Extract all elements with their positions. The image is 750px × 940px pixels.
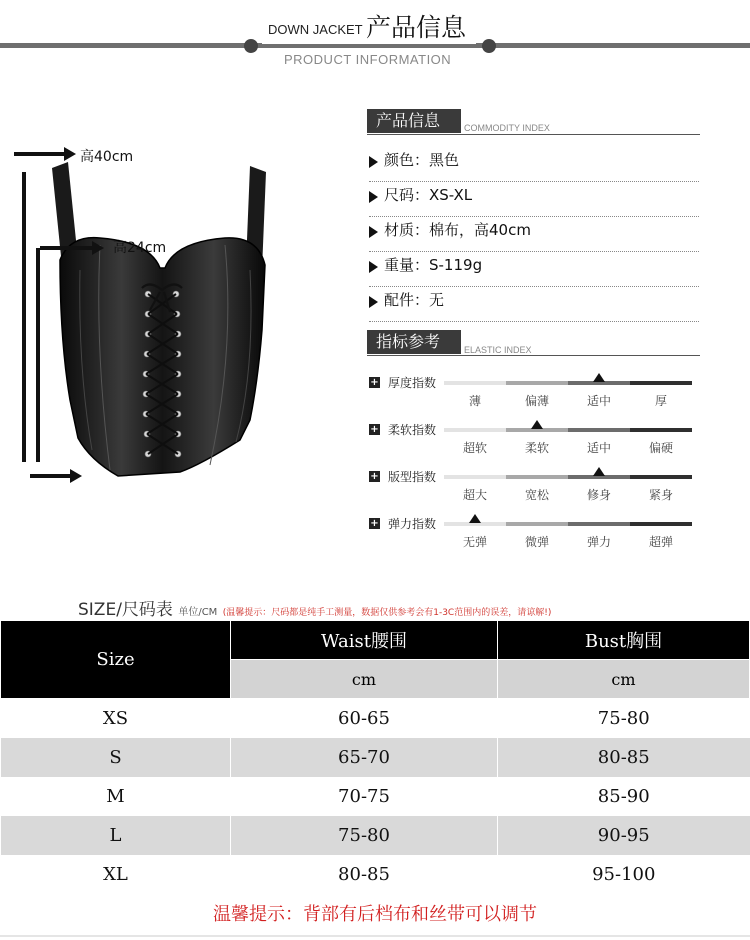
info-row-text: 尺码：XS-XL bbox=[384, 186, 473, 204]
cell-waist: 60-65 bbox=[231, 699, 498, 738]
index-bar-segment bbox=[568, 522, 630, 526]
index-bar-segment bbox=[630, 428, 692, 432]
index-bar-segment bbox=[506, 381, 568, 385]
info-row-weight bbox=[369, 251, 699, 287]
bullet-triangle-icon bbox=[369, 156, 378, 168]
header-rule-dot-right bbox=[482, 39, 496, 53]
index-bar-segment bbox=[568, 428, 630, 432]
cell-size: XL bbox=[1, 855, 231, 894]
index-label: 柔软指数 bbox=[388, 423, 437, 437]
cell-size: S bbox=[1, 738, 231, 777]
table-row bbox=[1, 816, 750, 855]
info-row-material bbox=[369, 216, 699, 252]
table-header-row bbox=[1, 621, 750, 660]
cell-bust: 85-90 bbox=[498, 777, 750, 816]
index-option: 紧身 bbox=[648, 488, 673, 502]
cell-waist: 65-70 bbox=[231, 738, 498, 777]
index-bar-segment bbox=[630, 381, 692, 385]
info-row-text: 重量：S-119g bbox=[384, 256, 483, 274]
index-bar-segment bbox=[444, 428, 506, 432]
bullet-triangle-icon bbox=[369, 226, 378, 238]
index-option: 柔软 bbox=[524, 441, 549, 455]
plus-icon: + bbox=[370, 377, 379, 388]
table-row bbox=[1, 855, 750, 894]
header-bust: Bust胸围 bbox=[498, 621, 750, 660]
index-bar-segment bbox=[630, 522, 692, 526]
plus-icon: + bbox=[370, 471, 379, 482]
index-title-en: ELASTIC INDEX bbox=[464, 345, 532, 355]
cell-size: L bbox=[1, 816, 231, 855]
index-option: 适中 bbox=[586, 441, 611, 455]
cell-waist: 70-75 bbox=[231, 777, 498, 816]
cell-bust: 90-95 bbox=[498, 816, 750, 855]
index-label: 厚度指数 bbox=[388, 376, 437, 390]
info-row-text: 配件：无 bbox=[384, 291, 445, 309]
index-option: 厚 bbox=[654, 394, 667, 408]
info-row-color bbox=[369, 146, 699, 182]
index-option: 偏硬 bbox=[648, 441, 673, 455]
index-option: 薄 bbox=[468, 394, 481, 408]
cell-bust: 80-85 bbox=[498, 738, 750, 777]
index-bar-segment bbox=[444, 475, 506, 479]
index-rule bbox=[367, 355, 700, 356]
cell-size: XS bbox=[1, 699, 231, 738]
table-row bbox=[1, 777, 750, 816]
height-arrow-top bbox=[14, 152, 66, 156]
cell-bust: 75-80 bbox=[498, 699, 750, 738]
index-bar-segment bbox=[444, 381, 506, 385]
product-info-title: 产品信息 bbox=[367, 109, 461, 133]
plus-icon: + bbox=[370, 424, 379, 435]
index-bar-segment bbox=[506, 475, 568, 479]
size-chart-note: (温馨提示：尺码都是纯手工测量，数据仅供参考会有1-3C范围内的误差，请谅解!) bbox=[222, 608, 552, 618]
info-row-accessories bbox=[369, 286, 699, 322]
header-waist: Waist腰围 bbox=[231, 621, 498, 660]
header-subtitle: PRODUCT INFORMATION bbox=[284, 52, 452, 67]
index-option: 超弹 bbox=[648, 535, 673, 549]
info-row-text: 颜色：黑色 bbox=[384, 151, 460, 169]
height-arrow-bottom bbox=[30, 474, 72, 478]
height-front-line bbox=[36, 248, 40, 462]
table-row bbox=[1, 738, 750, 777]
index-label: 版型指数 bbox=[388, 470, 437, 484]
header-title-en: DOWN JACKET bbox=[268, 22, 363, 37]
header-title-cn: 产品信息 bbox=[366, 13, 467, 42]
index-marker-icon bbox=[593, 373, 605, 382]
height-front-label: 高24cm bbox=[113, 240, 167, 256]
bullet-triangle-icon bbox=[369, 261, 378, 273]
index-bar-segment bbox=[506, 522, 568, 526]
corset-illustration bbox=[0, 120, 330, 500]
size-chart-unit: 单位/CM bbox=[178, 607, 218, 618]
cell-bust: 95-100 bbox=[498, 855, 750, 894]
index-option: 弹力 bbox=[586, 535, 611, 549]
index-option: 偏薄 bbox=[524, 394, 549, 408]
plus-icon: + bbox=[370, 518, 379, 529]
bullet-triangle-icon bbox=[369, 191, 378, 203]
table-row bbox=[1, 699, 750, 738]
height-total-line bbox=[22, 172, 26, 462]
size-chart-heading bbox=[78, 595, 551, 620]
header-rule-dot-left bbox=[244, 39, 258, 53]
product-info-rule bbox=[367, 134, 700, 135]
cell-size: M bbox=[1, 777, 231, 816]
product-info-title-en: COMMODITY INDEX bbox=[464, 123, 550, 133]
index-option: 适中 bbox=[586, 394, 611, 408]
index-option: 宽松 bbox=[524, 488, 549, 502]
unit-bust: cm bbox=[498, 660, 750, 699]
index-option: 超软 bbox=[462, 441, 487, 455]
height-total-label: 高40cm bbox=[80, 149, 134, 165]
size-table bbox=[0, 620, 750, 894]
cell-waist: 75-80 bbox=[231, 816, 498, 855]
product-image bbox=[0, 120, 330, 500]
index-option: 微弹 bbox=[524, 535, 549, 549]
index-option: 修身 bbox=[586, 488, 611, 502]
index-title: 指标参考 bbox=[367, 330, 461, 354]
index-marker-icon bbox=[593, 467, 605, 476]
dotted-divider bbox=[369, 321, 699, 322]
unit-waist: cm bbox=[231, 660, 498, 699]
index-label: 弹力指数 bbox=[388, 517, 437, 531]
index-marker-icon bbox=[469, 514, 481, 523]
info-row-size bbox=[369, 181, 699, 217]
index-option: 超大 bbox=[462, 488, 487, 502]
adjustment-tip: 温馨提示：背部有后档布和丝带可以调节 bbox=[0, 897, 750, 937]
height-arrow-front bbox=[40, 246, 94, 250]
info-row-text: 材质：棉布，高40cm bbox=[384, 221, 531, 239]
cell-waist: 80-85 bbox=[231, 855, 498, 894]
index-option: 无弹 bbox=[462, 535, 487, 549]
bullet-triangle-icon bbox=[369, 296, 378, 308]
index-bar-segment bbox=[630, 475, 692, 479]
size-chart-title: SIZE/尺码表 bbox=[78, 600, 173, 620]
index-marker-icon bbox=[531, 420, 543, 429]
header-size: Size bbox=[1, 621, 231, 699]
